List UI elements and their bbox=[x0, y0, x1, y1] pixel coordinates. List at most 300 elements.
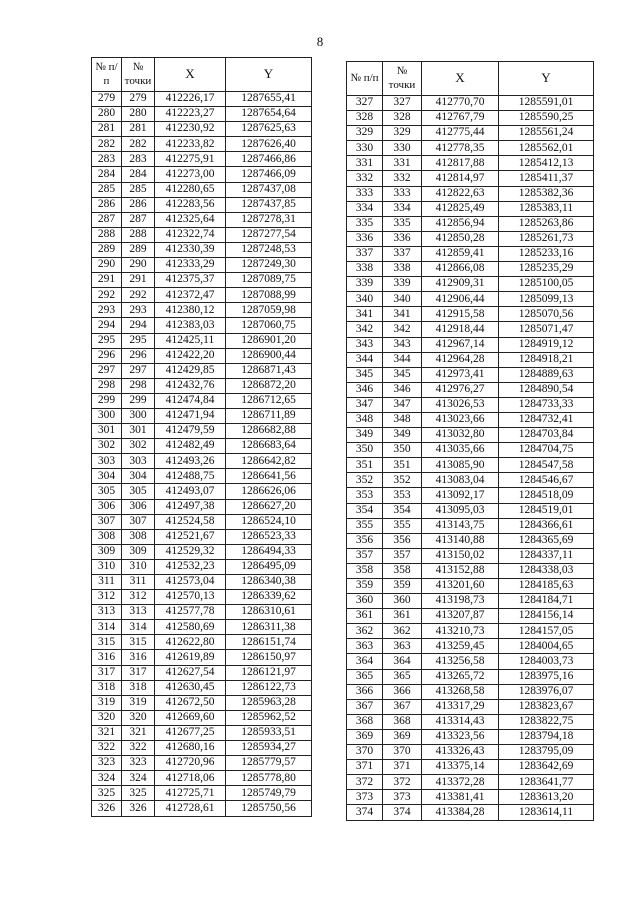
cell-y: 1287059,98 bbox=[226, 303, 312, 318]
cell-y: 1284547,58 bbox=[499, 458, 594, 473]
table-row bbox=[92, 620, 312, 635]
cell-num-point: 332 bbox=[383, 171, 422, 186]
cell-y: 1285071,47 bbox=[499, 322, 594, 337]
cell-y: 1283641,77 bbox=[499, 775, 594, 790]
cell-x: 412964,28 bbox=[422, 352, 499, 367]
table-row bbox=[347, 277, 594, 292]
cell-x: 412532,23 bbox=[155, 559, 226, 574]
table-row bbox=[347, 231, 594, 246]
cell-x: 412280,65 bbox=[155, 182, 226, 197]
cell-num-pp: 290 bbox=[92, 258, 122, 273]
cell-x: 412778,35 bbox=[422, 141, 499, 156]
cell-y: 1285263,86 bbox=[499, 216, 594, 231]
cell-y: 1287654,64 bbox=[226, 107, 312, 122]
cell-num-point: 293 bbox=[122, 303, 155, 318]
cell-num-pp: 312 bbox=[92, 590, 122, 605]
cell-num-point: 330 bbox=[383, 141, 422, 156]
cell-x: 413381,41 bbox=[422, 790, 499, 805]
cell-num-point: 319 bbox=[122, 695, 155, 710]
cell-y: 1287248,53 bbox=[226, 242, 312, 257]
cell-num-pp: 299 bbox=[92, 393, 122, 408]
cell-num-pp: 363 bbox=[347, 639, 383, 654]
table-row bbox=[92, 544, 312, 559]
cell-y: 1286711,89 bbox=[226, 408, 312, 423]
cell-num-pp: 370 bbox=[347, 745, 383, 760]
table-row bbox=[92, 680, 312, 695]
coordinates-table-right bbox=[346, 61, 594, 821]
table-row bbox=[92, 529, 312, 544]
table-row bbox=[92, 363, 312, 378]
cell-num-pp: 282 bbox=[92, 137, 122, 152]
table-body-right bbox=[347, 96, 594, 821]
cell-x: 412372,47 bbox=[155, 288, 226, 303]
header-num-point: № точки bbox=[122, 58, 155, 92]
cell-num-point: 331 bbox=[383, 156, 422, 171]
cell-num-point: 362 bbox=[383, 624, 422, 639]
cell-y: 1285099,13 bbox=[499, 292, 594, 307]
cell-num-point: 285 bbox=[122, 182, 155, 197]
table-row bbox=[347, 805, 594, 820]
cell-num-pp: 288 bbox=[92, 227, 122, 242]
cell-y: 1287437,08 bbox=[226, 182, 312, 197]
cell-y: 1287437,85 bbox=[226, 197, 312, 212]
cell-num-pp: 361 bbox=[347, 609, 383, 624]
cell-x: 412275,91 bbox=[155, 152, 226, 167]
cell-num-pp: 304 bbox=[92, 469, 122, 484]
cell-num-point: 352 bbox=[383, 473, 422, 488]
cell-num-pp: 348 bbox=[347, 412, 383, 427]
cell-x: 412375,37 bbox=[155, 273, 226, 288]
table-row bbox=[347, 699, 594, 714]
table-row bbox=[347, 579, 594, 594]
cell-y: 1287060,75 bbox=[226, 318, 312, 333]
cell-num-pp: 320 bbox=[92, 710, 122, 725]
cell-y: 1285383,11 bbox=[499, 201, 594, 216]
cell-num-point: 279 bbox=[122, 92, 155, 107]
cell-y: 1285591,01 bbox=[499, 96, 594, 111]
header-x: X bbox=[155, 58, 226, 92]
cell-y: 1285261,73 bbox=[499, 231, 594, 246]
cell-num-pp: 328 bbox=[347, 111, 383, 126]
cell-x: 413083,04 bbox=[422, 473, 499, 488]
cell-num-point: 307 bbox=[122, 514, 155, 529]
cell-y: 1285070,56 bbox=[499, 307, 594, 322]
table-row bbox=[347, 126, 594, 141]
cell-x: 413085,90 bbox=[422, 458, 499, 473]
cell-y: 1285778,80 bbox=[226, 771, 312, 786]
cell-num-point: 356 bbox=[383, 533, 422, 548]
table-row bbox=[347, 201, 594, 216]
cell-x: 413259,45 bbox=[422, 639, 499, 654]
page-number: 8 bbox=[316, 34, 324, 49]
cell-num-point: 314 bbox=[122, 620, 155, 635]
table-row bbox=[347, 246, 594, 261]
cell-num-point: 326 bbox=[122, 801, 155, 816]
table-row bbox=[347, 262, 594, 277]
cell-y: 1284337,11 bbox=[499, 548, 594, 563]
cell-num-point: 343 bbox=[383, 337, 422, 352]
cell-num-point: 327 bbox=[383, 96, 422, 111]
cell-num-pp: 371 bbox=[347, 760, 383, 775]
cell-y: 1287088,99 bbox=[226, 288, 312, 303]
cell-x: 413026,53 bbox=[422, 397, 499, 412]
cell-num-pp: 311 bbox=[92, 575, 122, 590]
cell-num-pp: 298 bbox=[92, 378, 122, 393]
table-row bbox=[347, 428, 594, 443]
cell-y: 1284918,21 bbox=[499, 352, 594, 367]
header-y: Y bbox=[226, 58, 312, 92]
cell-x: 412918,44 bbox=[422, 322, 499, 337]
cell-num-point: 302 bbox=[122, 439, 155, 454]
cell-y: 1285235,29 bbox=[499, 262, 594, 277]
cell-y: 1287277,54 bbox=[226, 227, 312, 242]
cell-x: 413323,56 bbox=[422, 729, 499, 744]
cell-y: 1286311,38 bbox=[226, 620, 312, 635]
cell-num-point: 295 bbox=[122, 333, 155, 348]
cell-y: 1285750,56 bbox=[226, 801, 312, 816]
table-row bbox=[92, 212, 312, 227]
cell-num-pp: 306 bbox=[92, 499, 122, 514]
cell-x: 412432,76 bbox=[155, 378, 226, 393]
cell-num-pp: 293 bbox=[92, 303, 122, 318]
cell-num-pp: 364 bbox=[347, 654, 383, 669]
cell-x: 412521,67 bbox=[155, 529, 226, 544]
cell-x: 412273,00 bbox=[155, 167, 226, 182]
cell-x: 413326,43 bbox=[422, 745, 499, 760]
cell-num-pp: 336 bbox=[347, 231, 383, 246]
cell-num-point: 284 bbox=[122, 167, 155, 182]
cell-y: 1284703,84 bbox=[499, 428, 594, 443]
header-num-pp: № п/п bbox=[92, 58, 122, 92]
table-row bbox=[92, 318, 312, 333]
cell-num-pp: 302 bbox=[92, 439, 122, 454]
cell-x: 413314,43 bbox=[422, 714, 499, 729]
cell-y: 1284519,01 bbox=[499, 503, 594, 518]
cell-x: 412906,44 bbox=[422, 292, 499, 307]
cell-num-pp: 330 bbox=[347, 141, 383, 156]
cell-num-point: 353 bbox=[383, 488, 422, 503]
cell-num-point: 368 bbox=[383, 714, 422, 729]
cell-num-pp: 280 bbox=[92, 107, 122, 122]
cell-num-pp: 366 bbox=[347, 684, 383, 699]
cell-num-point: 312 bbox=[122, 590, 155, 605]
cell-y: 1287249,30 bbox=[226, 258, 312, 273]
table-row bbox=[347, 594, 594, 609]
cell-y: 1284890,54 bbox=[499, 382, 594, 397]
cell-x: 412429,85 bbox=[155, 363, 226, 378]
cell-num-pp: 291 bbox=[92, 273, 122, 288]
cell-x: 412728,61 bbox=[155, 801, 226, 816]
table-row bbox=[92, 590, 312, 605]
cell-x: 412718,06 bbox=[155, 771, 226, 786]
cell-num-point: 316 bbox=[122, 650, 155, 665]
cell-x: 412669,60 bbox=[155, 710, 226, 725]
cell-num-pp: 338 bbox=[347, 262, 383, 277]
cell-x: 412479,59 bbox=[155, 424, 226, 439]
cell-x: 412672,50 bbox=[155, 695, 226, 710]
cell-x: 412976,27 bbox=[422, 382, 499, 397]
cell-num-point: 351 bbox=[383, 458, 422, 473]
cell-y: 1285934,27 bbox=[226, 741, 312, 756]
cell-num-point: 323 bbox=[122, 756, 155, 771]
cell-num-pp: 356 bbox=[347, 533, 383, 548]
table-row bbox=[347, 548, 594, 563]
table-row bbox=[92, 439, 312, 454]
cell-num-point: 286 bbox=[122, 197, 155, 212]
cell-num-pp: 365 bbox=[347, 669, 383, 684]
cell-x: 412474,84 bbox=[155, 393, 226, 408]
table-row bbox=[347, 292, 594, 307]
cell-x: 412627,54 bbox=[155, 665, 226, 680]
cell-x: 412497,38 bbox=[155, 499, 226, 514]
cell-num-pp: 335 bbox=[347, 216, 383, 231]
table-row bbox=[347, 156, 594, 171]
table-row bbox=[92, 303, 312, 318]
cell-y: 1287278,31 bbox=[226, 212, 312, 227]
cell-num-point: 301 bbox=[122, 424, 155, 439]
cell-num-point: 360 bbox=[383, 594, 422, 609]
table-body-left bbox=[92, 92, 312, 817]
cell-num-point: 369 bbox=[383, 729, 422, 744]
cell-x: 412524,58 bbox=[155, 514, 226, 529]
cell-y: 1286339,62 bbox=[226, 590, 312, 605]
cell-num-point: 290 bbox=[122, 258, 155, 273]
cell-x: 412283,56 bbox=[155, 197, 226, 212]
cell-y: 1283823,67 bbox=[499, 699, 594, 714]
cell-num-point: 358 bbox=[383, 563, 422, 578]
cell-x: 412226,17 bbox=[155, 92, 226, 107]
cell-num-pp: 344 bbox=[347, 352, 383, 367]
table-row bbox=[347, 639, 594, 654]
cell-num-point: 283 bbox=[122, 152, 155, 167]
cell-y: 1286310,61 bbox=[226, 605, 312, 620]
cell-num-point: 373 bbox=[383, 790, 422, 805]
cell-num-pp: 340 bbox=[347, 292, 383, 307]
cell-num-pp: 295 bbox=[92, 333, 122, 348]
cell-num-point: 361 bbox=[383, 609, 422, 624]
table-row bbox=[92, 137, 312, 152]
cell-y: 1287466,09 bbox=[226, 167, 312, 182]
cell-num-pp: 292 bbox=[92, 288, 122, 303]
cell-num-pp: 308 bbox=[92, 529, 122, 544]
cell-y: 1286682,88 bbox=[226, 424, 312, 439]
cell-y: 1286495,09 bbox=[226, 559, 312, 574]
table-row bbox=[92, 197, 312, 212]
cell-num-pp: 309 bbox=[92, 544, 122, 559]
cell-num-pp: 368 bbox=[347, 714, 383, 729]
cell-num-pp: 297 bbox=[92, 363, 122, 378]
table-row bbox=[92, 725, 312, 740]
cell-x: 412322,74 bbox=[155, 227, 226, 242]
table-row bbox=[92, 408, 312, 423]
cell-x: 412622,80 bbox=[155, 635, 226, 650]
table-row bbox=[92, 454, 312, 469]
cell-num-pp: 300 bbox=[92, 408, 122, 423]
cell-x: 412856,94 bbox=[422, 216, 499, 231]
table-row bbox=[92, 182, 312, 197]
cell-x: 412630,45 bbox=[155, 680, 226, 695]
table-row bbox=[92, 469, 312, 484]
cell-y: 1286150,97 bbox=[226, 650, 312, 665]
cell-num-pp: 350 bbox=[347, 443, 383, 458]
table-row bbox=[347, 684, 594, 699]
cell-x: 412330,39 bbox=[155, 242, 226, 257]
cell-num-point: 359 bbox=[383, 579, 422, 594]
cell-num-point: 311 bbox=[122, 575, 155, 590]
cell-num-point: 281 bbox=[122, 122, 155, 137]
cell-x: 413375,14 bbox=[422, 760, 499, 775]
cell-y: 1284185,63 bbox=[499, 579, 594, 594]
cell-num-point: 315 bbox=[122, 635, 155, 650]
table-row bbox=[347, 186, 594, 201]
table-row bbox=[347, 397, 594, 412]
cell-num-point: 357 bbox=[383, 548, 422, 563]
cell-y: 1285100,05 bbox=[499, 277, 594, 292]
header-num-pp: № п/п bbox=[347, 62, 383, 96]
cell-x: 413372,28 bbox=[422, 775, 499, 790]
cell-x: 412825,49 bbox=[422, 201, 499, 216]
cell-num-point: 366 bbox=[383, 684, 422, 699]
table-row bbox=[92, 786, 312, 801]
cell-x: 412770,70 bbox=[422, 96, 499, 111]
table-row bbox=[92, 107, 312, 122]
cell-num-point: 289 bbox=[122, 242, 155, 257]
table-row bbox=[92, 122, 312, 137]
table-row bbox=[347, 624, 594, 639]
cell-y: 1283822,75 bbox=[499, 714, 594, 729]
table-row bbox=[347, 760, 594, 775]
cell-x: 412859,41 bbox=[422, 246, 499, 261]
cell-num-pp: 345 bbox=[347, 367, 383, 382]
cell-y: 1283614,11 bbox=[499, 805, 594, 820]
cell-x: 412425,11 bbox=[155, 333, 226, 348]
cell-num-pp: 333 bbox=[347, 186, 383, 201]
cell-y: 1284157,05 bbox=[499, 624, 594, 639]
cell-y: 1283794,18 bbox=[499, 729, 594, 744]
table-row bbox=[92, 635, 312, 650]
cell-x: 412967,14 bbox=[422, 337, 499, 352]
cell-y: 1286901,20 bbox=[226, 333, 312, 348]
cell-y: 1286340,38 bbox=[226, 575, 312, 590]
cell-num-point: 282 bbox=[122, 137, 155, 152]
cell-y: 1283795,09 bbox=[499, 745, 594, 760]
cell-num-pp: 294 bbox=[92, 318, 122, 333]
cell-y: 1285382,36 bbox=[499, 186, 594, 201]
table-row bbox=[92, 559, 312, 574]
cell-x: 412223,27 bbox=[155, 107, 226, 122]
cell-num-pp: 334 bbox=[347, 201, 383, 216]
table-row bbox=[92, 348, 312, 363]
cell-num-point: 355 bbox=[383, 518, 422, 533]
cell-num-pp: 327 bbox=[347, 96, 383, 111]
cell-num-pp: 307 bbox=[92, 514, 122, 529]
cell-num-pp: 318 bbox=[92, 680, 122, 695]
cell-num-pp: 358 bbox=[347, 563, 383, 578]
table-row bbox=[92, 695, 312, 710]
cell-num-pp: 372 bbox=[347, 775, 383, 790]
cell-x: 412529,32 bbox=[155, 544, 226, 559]
table-row bbox=[347, 563, 594, 578]
cell-y: 1284919,12 bbox=[499, 337, 594, 352]
cell-y: 1286122,73 bbox=[226, 680, 312, 695]
coordinates-table-left bbox=[91, 57, 312, 817]
cell-num-pp: 367 bbox=[347, 699, 383, 714]
cell-y: 1285749,79 bbox=[226, 786, 312, 801]
table-row bbox=[92, 741, 312, 756]
table-row bbox=[92, 333, 312, 348]
table-row bbox=[347, 141, 594, 156]
cell-num-point: 340 bbox=[383, 292, 422, 307]
cell-x: 412866,08 bbox=[422, 262, 499, 277]
cell-y: 1285561,24 bbox=[499, 126, 594, 141]
cell-y: 1287466,86 bbox=[226, 152, 312, 167]
cell-num-pp: 316 bbox=[92, 650, 122, 665]
table-row bbox=[347, 337, 594, 352]
cell-num-point: 348 bbox=[383, 412, 422, 427]
cell-num-point: 303 bbox=[122, 454, 155, 469]
cell-num-pp: 359 bbox=[347, 579, 383, 594]
cell-num-point: 349 bbox=[383, 428, 422, 443]
cell-num-point: 347 bbox=[383, 397, 422, 412]
cell-y: 1287655,41 bbox=[226, 92, 312, 107]
cell-y: 1285933,51 bbox=[226, 725, 312, 740]
cell-num-pp: 303 bbox=[92, 454, 122, 469]
cell-x: 413035,66 bbox=[422, 443, 499, 458]
table-row bbox=[347, 488, 594, 503]
cell-num-pp: 285 bbox=[92, 182, 122, 197]
table-row bbox=[347, 775, 594, 790]
cell-y: 1286683,64 bbox=[226, 439, 312, 454]
cell-y: 1284156,14 bbox=[499, 609, 594, 624]
table-row bbox=[347, 473, 594, 488]
cell-x: 413140,88 bbox=[422, 533, 499, 548]
table-row bbox=[92, 756, 312, 771]
cell-x: 413207,87 bbox=[422, 609, 499, 624]
cell-num-pp: 360 bbox=[347, 594, 383, 609]
table-row bbox=[92, 152, 312, 167]
cell-x: 412325,64 bbox=[155, 212, 226, 227]
cell-num-pp: 287 bbox=[92, 212, 122, 227]
cell-num-point: 338 bbox=[383, 262, 422, 277]
cell-num-point: 313 bbox=[122, 605, 155, 620]
cell-num-pp: 351 bbox=[347, 458, 383, 473]
cell-num-point: 298 bbox=[122, 378, 155, 393]
cell-num-pp: 324 bbox=[92, 771, 122, 786]
cell-num-pp: 329 bbox=[347, 126, 383, 141]
cell-y: 1284704,75 bbox=[499, 443, 594, 458]
table-row bbox=[347, 412, 594, 427]
table-row bbox=[92, 378, 312, 393]
cell-x: 412814,97 bbox=[422, 171, 499, 186]
cell-num-point: 337 bbox=[383, 246, 422, 261]
cell-y: 1286641,56 bbox=[226, 469, 312, 484]
cell-num-point: 310 bbox=[122, 559, 155, 574]
cell-x: 413152,88 bbox=[422, 563, 499, 578]
cell-y: 1286626,06 bbox=[226, 484, 312, 499]
cell-num-pp: 310 bbox=[92, 559, 122, 574]
cell-num-pp: 341 bbox=[347, 307, 383, 322]
cell-x: 412422,20 bbox=[155, 348, 226, 363]
cell-x: 412580,69 bbox=[155, 620, 226, 635]
cell-x: 412775,44 bbox=[422, 126, 499, 141]
cell-num-point: 317 bbox=[122, 665, 155, 680]
cell-num-point: 309 bbox=[122, 544, 155, 559]
cell-y: 1286642,82 bbox=[226, 454, 312, 469]
cell-num-pp: 323 bbox=[92, 756, 122, 771]
cell-x: 413143,75 bbox=[422, 518, 499, 533]
cell-y: 1284003,73 bbox=[499, 654, 594, 669]
cell-num-pp: 347 bbox=[347, 397, 383, 412]
